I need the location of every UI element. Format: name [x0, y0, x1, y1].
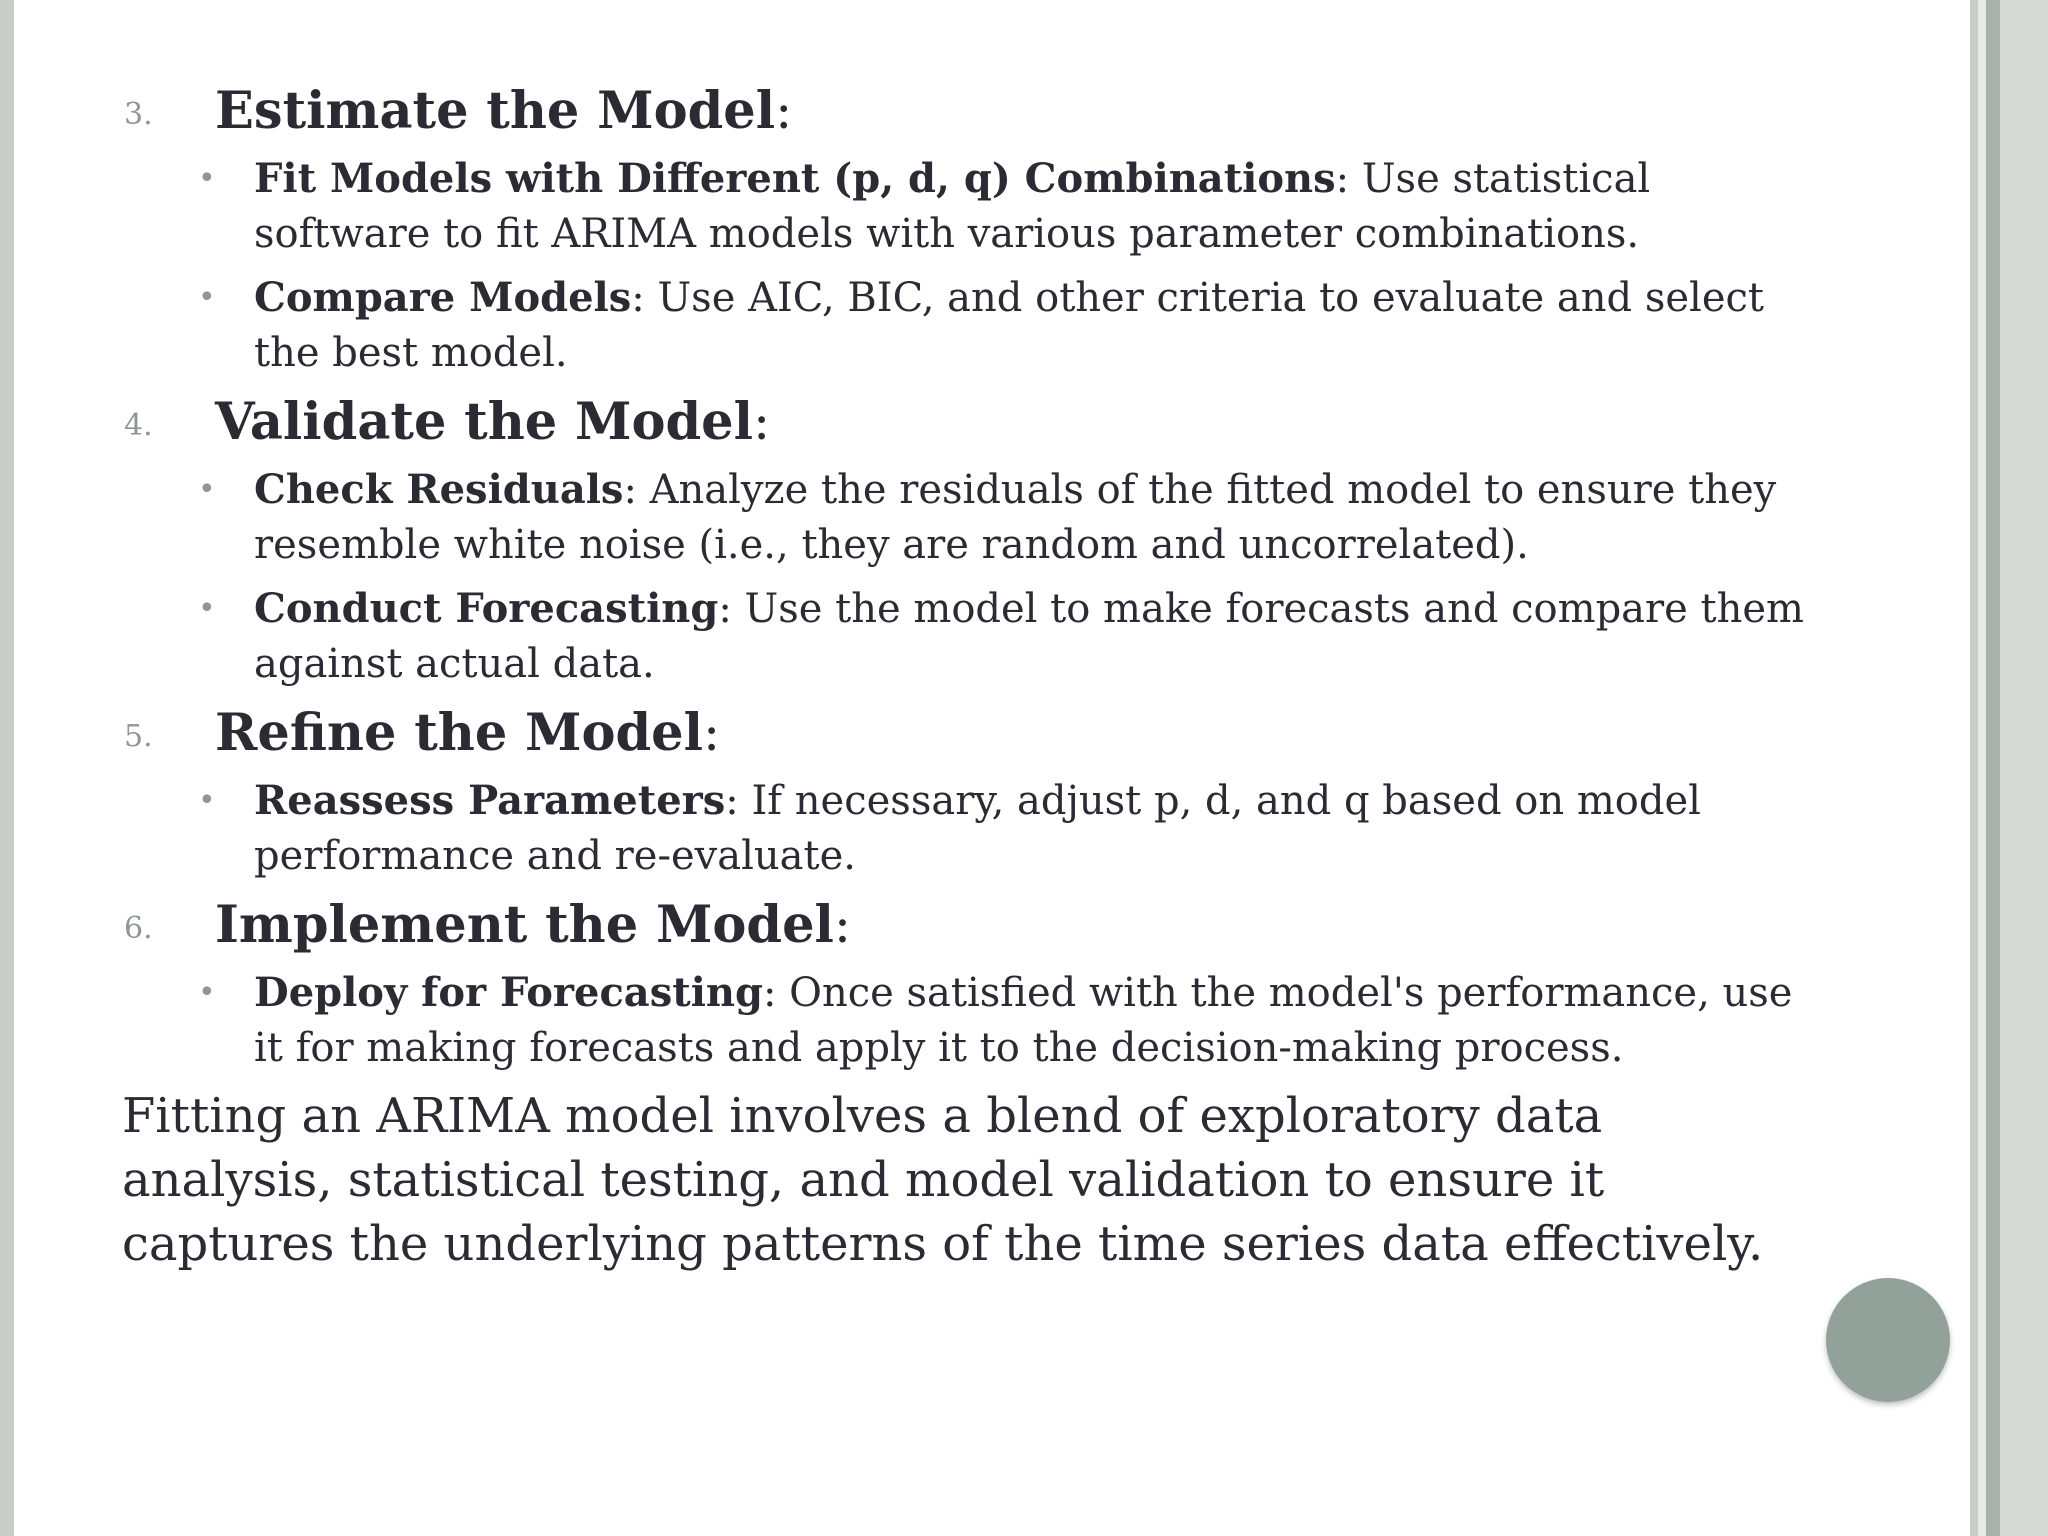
bullet-dot-icon: •	[198, 472, 216, 507]
bullet-list	[122, 773, 1822, 884]
bullet-key: Compare Models	[254, 274, 632, 321]
decorative-circle	[1826, 1278, 1950, 1402]
step-number: 4.	[124, 408, 153, 443]
bullet-key: Deploy for Forecasting	[254, 969, 763, 1016]
step-4	[122, 389, 1822, 692]
bullet-list	[122, 462, 1822, 692]
bullet-text: : If necessary, adjust p, d, and q based on model performance and re-evaluate.	[254, 778, 1701, 879]
bullet-key: Check Residuals	[254, 466, 624, 513]
bullet-text: : Use AIC, BIC, and other criteria to evaluate and select the best model.	[254, 275, 1764, 376]
step-title: Estimate the Model	[215, 81, 776, 141]
bullet-dot-icon: •	[198, 975, 216, 1010]
bullet-dot-icon: •	[198, 280, 216, 315]
bullet-dot-icon: •	[198, 591, 216, 626]
step-title: Refine the Model	[215, 703, 703, 763]
list-item	[122, 151, 1822, 262]
bullet-key: Conduct Forecasting	[254, 585, 719, 632]
bullet-text: : Once satisfied with the model's performance, use it for making forecasts and apply it to the decision-making process.	[254, 970, 1793, 1071]
step-3	[122, 78, 1822, 381]
bullet-dot-icon: •	[198, 783, 216, 818]
bullet-text: : Analyze the residuals of the fitted model to ensure they resemble white noise (i.e., they are random and uncorrelated).	[254, 467, 1777, 568]
step-number: 3.	[124, 97, 153, 132]
step-heading: 5. Refine the Model:	[122, 700, 1822, 767]
bullet-dot-icon: •	[198, 161, 216, 196]
step-5	[122, 700, 1822, 884]
step-heading: 3. Estimate the Model:	[122, 78, 1822, 145]
slide-left-border	[0, 0, 14, 1536]
step-number: 6.	[124, 911, 153, 946]
bullet-list	[122, 965, 1822, 1076]
bullet-text: : Use the model to make forecasts and compare them against actual data.	[254, 586, 1804, 687]
bullet-key: Reassess Parameters	[254, 777, 726, 824]
list-item	[122, 581, 1822, 692]
slide-right-border	[1960, 0, 2048, 1536]
step-heading: 4. Validate the Model:	[122, 389, 1822, 456]
slide-content	[122, 78, 1822, 1276]
list-item	[122, 773, 1822, 884]
list-item	[122, 270, 1822, 381]
list-item	[122, 462, 1822, 573]
bullet-text: : Use statistical software to fit ARIMA models with various parameter combinations.	[254, 156, 1651, 257]
bullet-key: Fit Models with Different (p, d, q) Combinations	[254, 155, 1336, 202]
list-item	[122, 965, 1822, 1076]
step-number: 5.	[124, 719, 153, 754]
conclusion-paragraph: Fitting an ARIMA model involves a blend of exploratory data analysis, statistical testing, and model validation to ensure it captures the underlying patterns of the time series data effectively.	[122, 1088, 1764, 1272]
step-heading: 6. Implement the Model:	[122, 892, 1822, 959]
step-title: Implement the Model	[215, 895, 834, 955]
step-title: Validate the Model	[215, 392, 753, 452]
bullet-list	[122, 151, 1822, 381]
step-6	[122, 892, 1822, 1076]
